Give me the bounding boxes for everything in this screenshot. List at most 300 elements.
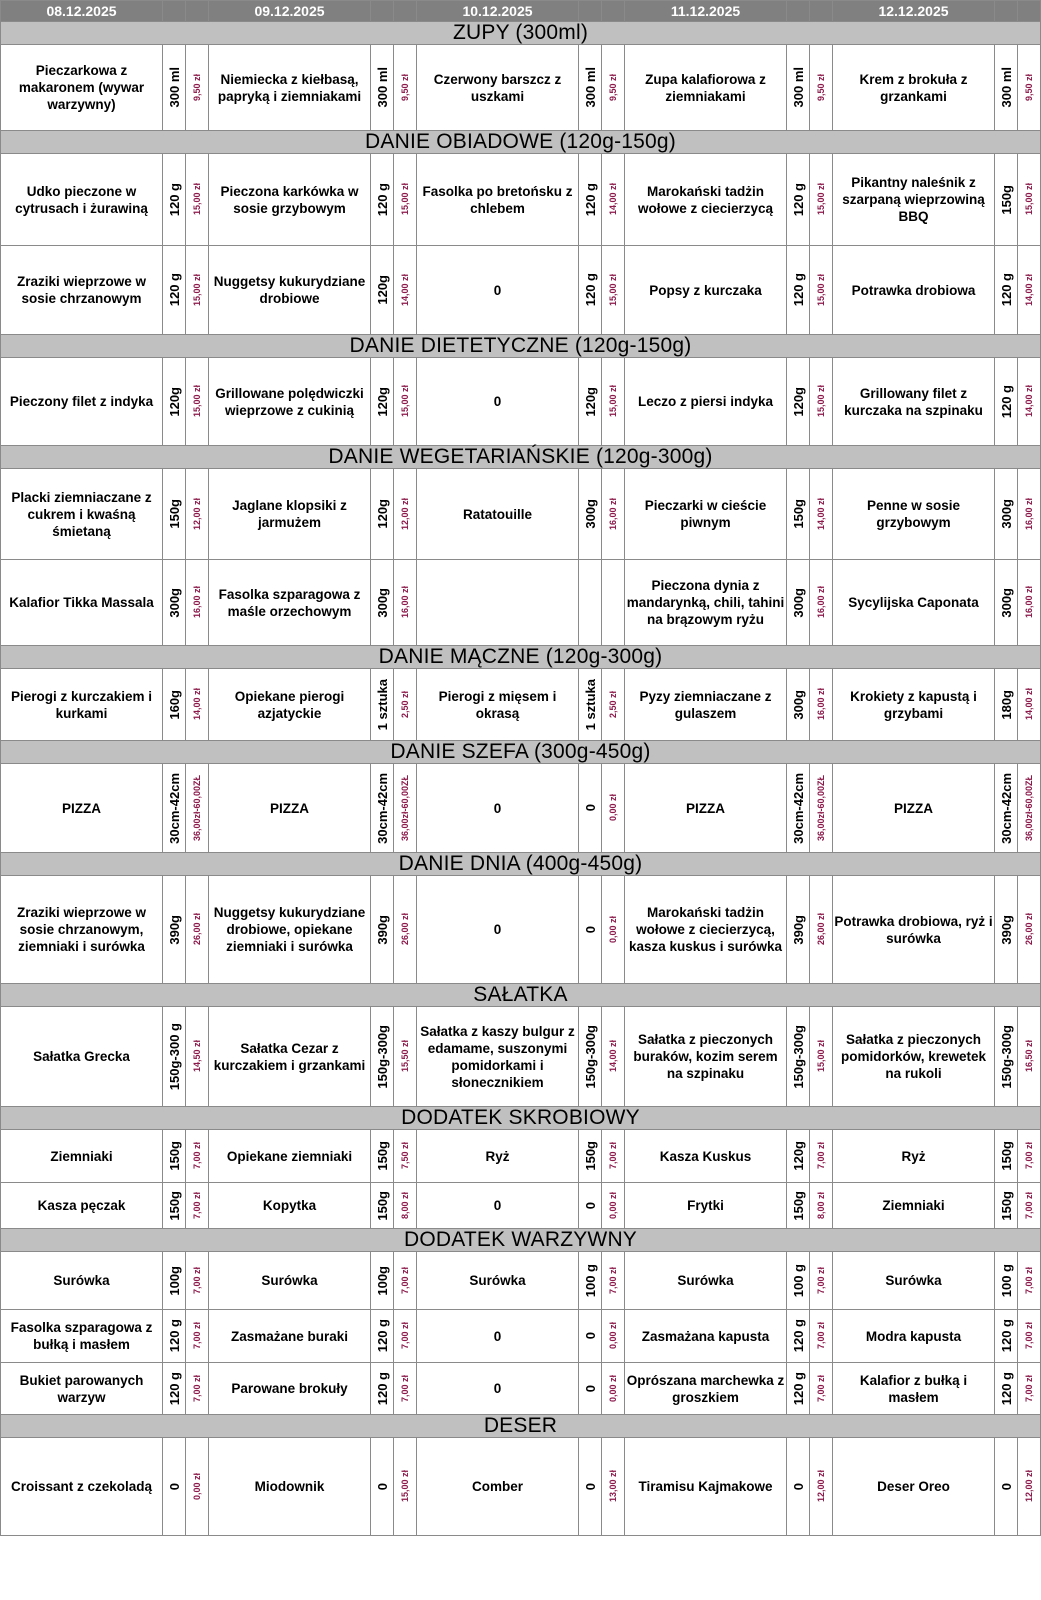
- dish-name: Fasolka szparagowa z maśle orzechowym: [209, 560, 371, 646]
- dish-weight-cell: [579, 358, 602, 446]
- dish-weight-cell: [163, 1438, 186, 1536]
- dish-weight: 120g: [374, 275, 390, 305]
- dish-weight: 0: [998, 1482, 1014, 1491]
- dish-price: 12,00 zł: [816, 1470, 826, 1503]
- dish-price: 26,00 zł: [400, 913, 410, 946]
- dish-price: 15,00 zł: [400, 183, 410, 216]
- dish-price-cell: [1018, 1310, 1041, 1363]
- dish-weight-cell: [995, 1363, 1018, 1415]
- dish-name: Udko pieczone w cytrusach i żurawiną: [1, 154, 163, 246]
- dish-price: 14,00 zł: [608, 1040, 618, 1073]
- dish-weight-cell: [371, 1438, 394, 1536]
- dish-price: 15,00 zł: [816, 273, 826, 307]
- dish-price: 7,00 zł: [608, 1266, 618, 1295]
- section-header-row: [1, 131, 1041, 154]
- dish-price-cell: [186, 45, 209, 131]
- dish-price-cell: [602, 876, 625, 984]
- dish-price-cell: [810, 669, 833, 741]
- dish-name: Jaglane klopsiki z jarmużem: [209, 469, 371, 560]
- dish-name: Opiekane pierogi azjatyckie: [209, 669, 371, 741]
- dish-weight: 120 g: [998, 1371, 1014, 1406]
- dish-price-cell: [810, 560, 833, 646]
- dish-name: Penne w sosie grzybowym: [833, 469, 995, 560]
- section-title: DANIE SZEFA (300g-450g): [1, 741, 1041, 764]
- dish-weight-cell: [787, 358, 810, 446]
- dish-weight-cell: [995, 1438, 1018, 1536]
- date-header-spacer: [995, 1, 1018, 22]
- dish-price: 8,00 zł: [816, 1191, 826, 1220]
- dish-price: 0,00 zł: [608, 1374, 618, 1403]
- dish-name: Pierogi z mięsem i okrasą: [417, 669, 579, 741]
- dish-name: Surówka: [833, 1252, 995, 1310]
- section-header-row: [1, 984, 1041, 1007]
- menu-row: [1, 246, 1041, 335]
- dish-price: 36,00zł-60,00ZŁ: [816, 774, 826, 842]
- dish-weight: 120g: [790, 386, 806, 417]
- dish-weight-cell: [787, 669, 810, 741]
- dish-weight: 150g: [374, 1190, 390, 1221]
- dish-weight: 120 g: [166, 182, 182, 217]
- dish-name: Deser Oreo: [833, 1438, 995, 1536]
- dish-price: 16,00 zł: [816, 586, 826, 619]
- dish-price: 16,00 zł: [1024, 586, 1034, 619]
- dish-name: 0: [417, 246, 579, 335]
- dish-price-cell: [602, 669, 625, 741]
- dish-price-cell: [186, 1252, 209, 1310]
- dish-price: 15,00 zł: [192, 385, 202, 418]
- dish-price: 7,00 zł: [1024, 1322, 1034, 1350]
- date-header-spacer: [810, 1, 833, 22]
- dish-weight-cell: [579, 1007, 602, 1107]
- dish-name: Surówka: [625, 1252, 787, 1310]
- menu-row: [1, 1007, 1041, 1107]
- dish-weight: 30cm-42cm: [998, 772, 1014, 844]
- dish-weight-cell: [163, 1130, 186, 1183]
- section-header-row: [1, 446, 1041, 469]
- dish-price: 15,00 zł: [608, 385, 618, 418]
- dish-weight-cell: [371, 1130, 394, 1183]
- dish-weight: 150g: [166, 499, 182, 529]
- date-header: 10.12.2025: [417, 1, 579, 22]
- dish-price-cell: [394, 154, 417, 246]
- dish-price-cell: [394, 1183, 417, 1229]
- dish-name: Pieczona karkówka w sosie grzybowym: [209, 154, 371, 246]
- dish-weight: 120 g: [790, 1371, 806, 1406]
- dish-weight-cell: [579, 669, 602, 741]
- dish-weight: 120 g: [582, 182, 598, 217]
- dish-name: Sałatka z kaszy bulgur z edamame, suszonymi pomidorkami i słonecznikiem: [417, 1007, 579, 1107]
- dish-weight-cell: [995, 358, 1018, 446]
- dish-price: 16,00 zł: [1024, 497, 1034, 531]
- dish-weight: 0: [582, 1384, 598, 1393]
- dish-name: 0: [417, 876, 579, 984]
- dish-weight-cell: [995, 560, 1018, 646]
- date-header-spacer: [787, 1, 810, 22]
- dish-price: 7,00 zł: [1024, 1374, 1034, 1403]
- dish-price-cell: [810, 45, 833, 131]
- dish-weight: 120 g: [166, 1319, 182, 1353]
- dish-weight: 390g: [166, 914, 182, 945]
- dish-weight-cell: [371, 154, 394, 246]
- dish-weight-cell: [163, 764, 186, 853]
- dish-price-cell: [810, 154, 833, 246]
- dish-price-cell: [394, 560, 417, 646]
- dish-price-cell: [810, 1363, 833, 1415]
- section-title: DODATEK SKROBIOWY: [1, 1107, 1041, 1130]
- dish-weight: 180g: [998, 689, 1014, 720]
- dish-weight-cell: [995, 1183, 1018, 1229]
- dish-price-cell: [186, 469, 209, 560]
- dish-price-cell: [1018, 1183, 1041, 1229]
- dish-name: Oprószana marchewka z groszkiem: [625, 1363, 787, 1415]
- dish-price-cell: [186, 154, 209, 246]
- dish-name: [417, 560, 579, 646]
- dish-weight-cell: [787, 1363, 810, 1415]
- dish-weight: 1 sztuka: [582, 678, 598, 731]
- dish-weight-cell: [787, 45, 810, 131]
- dish-weight: 100 g: [998, 1263, 1014, 1298]
- dish-price-cell: [1018, 764, 1041, 853]
- dish-weight-cell: [995, 1130, 1018, 1183]
- dish-weight: 100g: [374, 1265, 390, 1296]
- dish-weight-cell: [995, 876, 1018, 984]
- dish-weight-cell: [995, 154, 1018, 246]
- dish-price-cell: [602, 1252, 625, 1310]
- dish-weight-cell: [163, 358, 186, 446]
- dish-weight: 120g: [790, 1141, 806, 1171]
- dish-name: Frytki: [625, 1183, 787, 1229]
- dish-weight: 120 g: [374, 182, 390, 217]
- dish-price: 16,00 zł: [816, 688, 826, 721]
- dish-price-cell: [186, 876, 209, 984]
- dish-price: 16,00 zł: [400, 586, 410, 619]
- dish-weight-cell: [579, 764, 602, 853]
- dish-name: PIZZA: [625, 764, 787, 853]
- dish-price: 2,50 zł: [400, 690, 410, 719]
- dish-weight-cell: [163, 1310, 186, 1363]
- dish-weight-cell: [371, 764, 394, 853]
- dish-weight-cell: [579, 1438, 602, 1536]
- dish-weight: 300 ml: [998, 67, 1014, 108]
- dish-weight-cell: [163, 1007, 186, 1107]
- dish-weight: 300 ml: [374, 67, 390, 108]
- dish-price: 14,00 zł: [816, 497, 826, 531]
- dish-weight: 150g-300g: [998, 1024, 1014, 1089]
- dish-weight: 1 sztuka: [374, 678, 390, 731]
- dish-weight-cell: [371, 876, 394, 984]
- dish-price-cell: [394, 358, 417, 446]
- dish-weight-cell: [163, 560, 186, 646]
- dish-price: 7,00 zł: [816, 1322, 826, 1350]
- dish-weight: 120 g: [998, 384, 1014, 419]
- menu-row: [1, 358, 1041, 446]
- dish-name: Fasolka po bretońsku z chlebem: [417, 154, 579, 246]
- dish-weight-cell: [371, 358, 394, 446]
- dish-weight-cell: [163, 1252, 186, 1310]
- dish-weight: 300g: [166, 587, 182, 618]
- dish-price: 7,00 zł: [608, 1142, 618, 1170]
- dish-price-cell: [602, 764, 625, 853]
- dish-price: 7,00 zł: [192, 1266, 202, 1295]
- dish-price: 36,00zł-60,00ZŁ: [1024, 774, 1034, 842]
- dish-name: 0: [417, 1363, 579, 1415]
- dish-price: 15,00 zł: [192, 273, 202, 307]
- section-header-row: [1, 853, 1041, 876]
- menu-row: [1, 669, 1041, 741]
- section-header-row: [1, 1229, 1041, 1252]
- dish-name: Pieczony filet z indyka: [1, 358, 163, 446]
- dish-name: PIZZA: [1, 764, 163, 853]
- dish-price-cell: [186, 1130, 209, 1183]
- dish-weight: 390g: [998, 914, 1014, 945]
- dish-price-cell: [186, 669, 209, 741]
- dish-name: Ryż: [417, 1130, 579, 1183]
- dish-price-cell: [602, 45, 625, 131]
- dish-name: Zraziki wieprzowe w sosie chrzanowym: [1, 246, 163, 335]
- dish-weight-cell: [787, 469, 810, 560]
- dish-weight-cell: [371, 1310, 394, 1363]
- dish-weight: 150g: [166, 1190, 182, 1221]
- dish-weight-cell: [787, 876, 810, 984]
- dish-price-cell: [602, 358, 625, 446]
- dish-weight-cell: [371, 469, 394, 560]
- dish-price-cell: [602, 1130, 625, 1183]
- dish-weight-cell: [995, 469, 1018, 560]
- dish-price-cell: [810, 876, 833, 984]
- dish-price: 15,00 zł: [1024, 183, 1034, 216]
- dish-price: 15,00 zł: [400, 1470, 410, 1503]
- date-header-spacer: [602, 1, 625, 22]
- dish-name: Nuggetsy kukurydziane drobiowe, opiekane ziemniaki i surówka: [209, 876, 371, 984]
- dish-price: 14,00 zł: [608, 183, 618, 216]
- dish-price-cell: [602, 1183, 625, 1229]
- dish-name: Croissant z czekoladą: [1, 1438, 163, 1536]
- dish-weight: 150g-300 g: [166, 1022, 182, 1091]
- dish-name: Ziemniaki: [1, 1130, 163, 1183]
- dish-price: 7,00 zł: [400, 1322, 410, 1350]
- dish-price-cell: [1018, 876, 1041, 984]
- date-header-spacer: [1018, 1, 1041, 22]
- dish-weight: 150g-300g: [790, 1024, 806, 1089]
- dish-price-cell: [1018, 1363, 1041, 1415]
- dish-weight: 300 ml: [166, 67, 182, 108]
- dish-name: Kopytka: [209, 1183, 371, 1229]
- section-title: DANIE MĄCZNE (120g-300g): [1, 646, 1041, 669]
- dish-price: 7,00 zł: [192, 1191, 202, 1220]
- dish-price-cell: [810, 358, 833, 446]
- dish-weight-cell: [787, 154, 810, 246]
- dish-name: Pikantny naleśnik z szarpaną wieprzowiną BBQ: [833, 154, 995, 246]
- dish-price-cell: [186, 560, 209, 646]
- dish-weight: 300g: [582, 499, 598, 529]
- menu-row: [1, 1183, 1041, 1229]
- dish-name: PIZZA: [209, 764, 371, 853]
- menu-row: [1, 1130, 1041, 1183]
- dish-weight-cell: [371, 246, 394, 335]
- dish-name: Fasolka szparagowa z bułką i masłem: [1, 1310, 163, 1363]
- dish-name: Ryż: [833, 1130, 995, 1183]
- dish-weight: 100 g: [790, 1263, 806, 1298]
- dish-weight-cell: [579, 1252, 602, 1310]
- dish-weight: 0: [374, 1482, 390, 1491]
- dish-weight: 120 g: [998, 273, 1014, 307]
- dish-price-cell: [1018, 1438, 1041, 1536]
- dish-name: Grillowane polędwiczki wieprzowe z cukinią: [209, 358, 371, 446]
- dish-name: Zupa kalafiorowa z ziemniakami: [625, 45, 787, 131]
- menu-row: [1, 469, 1041, 560]
- dish-weight-cell: [163, 1183, 186, 1229]
- dish-weight-cell: [787, 1252, 810, 1310]
- dish-weight: 120 g: [374, 1371, 390, 1406]
- dish-name: Bukiet parowanych warzyw: [1, 1363, 163, 1415]
- dish-price: 9,50 zł: [608, 73, 618, 102]
- dish-name: Niemiecka z kiełbasą, papryką i ziemniakami: [209, 45, 371, 131]
- section-header-row: [1, 1415, 1041, 1438]
- dish-name: Zasmażana kapusta: [625, 1310, 787, 1363]
- dish-price: 15,50 zł: [400, 1040, 410, 1073]
- dish-price: 13,00 zł: [608, 1470, 618, 1503]
- dish-price: 16,00 zł: [192, 586, 202, 619]
- dish-price-cell: [394, 1438, 417, 1536]
- dish-name: Sałatka Grecka: [1, 1007, 163, 1107]
- dish-weight: 300g: [790, 587, 806, 618]
- dish-price: 14,00 zł: [1024, 385, 1034, 418]
- dish-price-cell: [186, 358, 209, 446]
- dish-name: Zraziki wieprzowe w sosie chrzanowym, ziemniaki i surówka: [1, 876, 163, 984]
- section-title: DANIE DNIA (400g-450g): [1, 853, 1041, 876]
- dish-weight-cell: [787, 1438, 810, 1536]
- dish-weight: 120 g: [374, 1319, 390, 1353]
- menu-row: [1, 764, 1041, 853]
- dish-price-cell: [1018, 45, 1041, 131]
- dish-weight-cell: [787, 1310, 810, 1363]
- dish-price: 14,00 zł: [1024, 688, 1034, 721]
- dish-price: 12,00 zł: [1024, 1470, 1034, 1503]
- dish-price: 7,00 zł: [192, 1322, 202, 1350]
- dish-price: 16,00 zł: [608, 497, 618, 531]
- dish-weight-cell: [579, 1183, 602, 1229]
- dish-name: Grillowany filet z kurczaka na szpinaku: [833, 358, 995, 446]
- dish-weight: 30cm-42cm: [790, 772, 806, 844]
- date-header: 09.12.2025: [209, 1, 371, 22]
- dish-name: Marokański tadżin wołowe z ciecierzycą: [625, 154, 787, 246]
- dish-weight-cell: [371, 1183, 394, 1229]
- dish-price: 8,00 zł: [400, 1191, 410, 1220]
- dish-weight: 150g: [374, 1141, 390, 1171]
- dish-weight-cell: [787, 1007, 810, 1107]
- dish-price: 26,00 zł: [192, 913, 202, 946]
- dish-price-cell: [1018, 1130, 1041, 1183]
- date-header: 11.12.2025: [625, 1, 787, 22]
- dish-price: 12,00 zł: [400, 497, 410, 531]
- menu-row: [1, 154, 1041, 246]
- dish-name: Czerwony barszcz z uszkami: [417, 45, 579, 131]
- dish-price-cell: [810, 469, 833, 560]
- dish-weight-cell: [371, 560, 394, 646]
- dish-weight-cell: [579, 469, 602, 560]
- dish-price-cell: [1018, 669, 1041, 741]
- dish-price: 14,50 zł: [192, 1040, 202, 1073]
- dish-price: 0,00 zł: [192, 1472, 202, 1501]
- dish-weight: 120 g: [166, 1371, 182, 1406]
- dish-price-cell: [1018, 469, 1041, 560]
- dish-price-cell: [810, 1310, 833, 1363]
- dish-price-cell: [602, 560, 625, 646]
- dish-name: Miodownik: [209, 1438, 371, 1536]
- dish-weight: 0: [582, 1201, 598, 1210]
- dish-price: 7,00 zł: [1024, 1266, 1034, 1295]
- section-header-row: [1, 646, 1041, 669]
- dish-weight-cell: [995, 669, 1018, 741]
- dish-name: Potrawka drobiowa: [833, 246, 995, 335]
- dish-price-cell: [186, 1310, 209, 1363]
- section-title: DODATEK WARZYWNY: [1, 1229, 1041, 1252]
- dish-weight: 0: [582, 804, 598, 812]
- dish-weight: 150g: [166, 1141, 182, 1171]
- dish-name: Placki ziemniaczane z cukrem i kwaśną śmietaną: [1, 469, 163, 560]
- menu-row: [1, 1438, 1041, 1536]
- dish-weight: 120 g: [790, 182, 806, 217]
- dish-price-cell: [394, 1310, 417, 1363]
- dish-price: 12,00 zł: [192, 497, 202, 531]
- dish-price: 36,00zł-60,00ZŁ: [192, 774, 202, 842]
- dish-weight: 120 g: [790, 1319, 806, 1353]
- dish-weight: 100 g: [582, 1263, 598, 1298]
- dish-weight-cell: [371, 1252, 394, 1310]
- dish-weight-cell: [163, 45, 186, 131]
- dish-price: 7,00 zł: [816, 1374, 826, 1403]
- date-header-spacer: [163, 1, 186, 22]
- date-header: 08.12.2025: [1, 1, 163, 22]
- dish-weight-cell: [579, 1130, 602, 1183]
- dish-weight-cell: [579, 246, 602, 335]
- dish-price-cell: [394, 1007, 417, 1107]
- dish-name: Sałatka z pieczonych buraków, kozim serem na szpinaku: [625, 1007, 787, 1107]
- section-header-row: [1, 741, 1041, 764]
- dish-weight: 390g: [790, 914, 806, 945]
- dish-price-cell: [186, 1183, 209, 1229]
- dish-price-cell: [394, 246, 417, 335]
- dish-price: 15,00 zł: [400, 385, 410, 418]
- dish-name: Sałatka z pieczonych pomidorków, krewetek na rukoli: [833, 1007, 995, 1107]
- section-title: DANIE DIETETYCZNE (120g-150g): [1, 335, 1041, 358]
- dish-price: 9,50 zł: [1024, 73, 1034, 102]
- dish-weight-cell: [579, 45, 602, 131]
- dish-weight: 300g: [790, 689, 806, 720]
- dish-weight-cell: [163, 669, 186, 741]
- dish-name: Marokański tadżin wołowe z ciecierzycą, kasza kuskus i surówka: [625, 876, 787, 984]
- dish-weight: 150g: [998, 184, 1014, 215]
- dish-weight: 30cm-42cm: [166, 772, 182, 844]
- dish-price-cell: [186, 1363, 209, 1415]
- dish-weight-cell: [579, 560, 602, 646]
- dish-weight: 150g: [790, 1190, 806, 1221]
- dish-weight-cell: [163, 246, 186, 335]
- dish-price: 16,50 zł: [1024, 1040, 1034, 1073]
- dish-weight-cell: [787, 1130, 810, 1183]
- dish-name: PIZZA: [833, 764, 995, 853]
- dish-price: 7,00 zł: [192, 1142, 202, 1170]
- section-header-row: [1, 1107, 1041, 1130]
- dish-price-cell: [394, 469, 417, 560]
- dish-name: Krokiety z kapustą i grzybami: [833, 669, 995, 741]
- dish-name: Pieczarki w cieście piwnym: [625, 469, 787, 560]
- dish-name: Pieczona dynia z mandarynką, chili, tahini na brązowym ryżu: [625, 560, 787, 646]
- dish-weight: 0: [790, 1482, 806, 1491]
- dish-weight-cell: [579, 1310, 602, 1363]
- dish-weight-cell: [163, 469, 186, 560]
- dish-price-cell: [1018, 560, 1041, 646]
